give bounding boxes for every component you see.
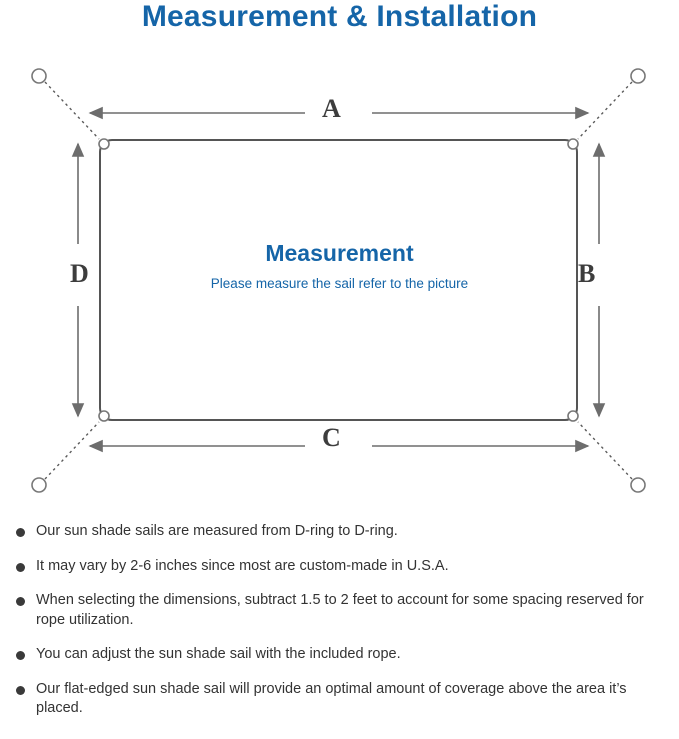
list-item [16,557,665,577]
measurement-diagram [0,48,679,513]
dimension-label-d: D [70,259,89,288]
d-ring-bottom-right [568,411,578,421]
bullet-icon [16,651,25,660]
note-text: When selecting the dimensions, subtract 1.5 to 2 feet to account for some spacing reserved for rope utilization. [36,592,644,628]
anchor-point-bottom-right [631,478,645,492]
bullet-icon [16,597,25,606]
bullet-icon [16,528,25,537]
dimension-label-b: B [578,259,596,288]
rope-top-right [578,82,632,139]
bullet-icon [16,686,25,695]
d-ring-top-right [568,139,578,149]
diagram-center-subtitle: Please measure the sail refer to the picture [210,276,469,291]
list-item [16,522,665,542]
list-item [16,645,665,665]
anchor-point-top-left [32,69,46,83]
anchor-point-top-right [631,69,645,83]
note-text: It may vary by 2-6 inches since most are custom-made in U.S.A. [36,557,449,574]
dimension-label-a: A [322,94,341,123]
d-ring-top-left [99,139,109,149]
rope-bottom-left [45,422,99,479]
page-title: Measurement & Installation [141,0,538,33]
rope-top-left [45,82,99,139]
rope-bottom-right [578,422,632,479]
list-item [16,680,665,719]
note-text: Our sun shade sails are measured from D-ring to D-ring. [36,523,398,539]
d-ring-bottom-left [99,411,109,421]
note-text: You can adjust the sun shade sail with the included rope. [36,646,401,663]
anchor-point-bottom-left [32,478,46,492]
list-item [16,591,665,630]
note-text: Our flat-edged sun shade sail will provide an optimal amount of coverage above the area it’s placed. [36,680,627,717]
dimension-label-c: C [322,423,341,452]
notes-list [0,522,679,734]
bullet-icon [16,563,25,572]
diagram-center-title: Measurement [265,240,414,266]
